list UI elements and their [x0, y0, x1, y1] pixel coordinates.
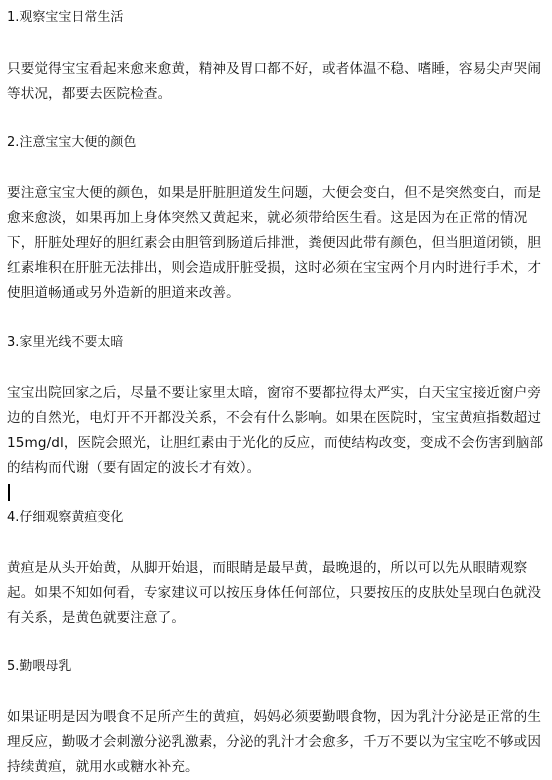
section-3-body: 宝宝出院回家之后，尽量不要让家里太暗，窗帘不要都拉得太严实，白天宝宝接近窗户旁边的自然光，电灯开不开都没关系，不会有什么影响。如果在医院时，宝宝黄疸指数超过 15mg/dl，医院会照光，让胆红素由于光化的反应，而使结构改变，变成不会伤害到脑部的结构而代谢（要有固定的波长才有效）。 — [7, 385, 544, 476]
section-1-heading: 1.观察宝宝日常生活 — [7, 10, 124, 25]
text-cursor — [8, 484, 10, 501]
section-2-body: 要注意宝宝大便的颜色，如果是肝脏胆道发生问题，大便会变白，但不是突然变白，而是愈来愈淡，如果再加上身体突然又黄起来，就必须带给医生看。这是因为在正常的情况下，肝脏处理好的胆红素会由胆管到肠道后排泄，粪便因此带有颜色，但当胆道闭锁，胆红素堆积在肝脏无法排出，则会造成肝脏受损，这时必须在宝宝两个月内时进行手术，才使胆道畅通或另外造新的胆道来改善。 — [7, 185, 542, 301]
section-4-heading: 4.仔细观察黄疸变化 — [7, 510, 124, 525]
section-4-body: 黄疸是从头开始黄，从脚开始退，而眼睛是最早黄，最晚退的，所以可以先从眼睛观察起。如果不知如何看，专家建议可以按压身体任何部位，只要按压的皮肤处呈现白色就没有关系，是黄色就要注意了。 — [7, 560, 542, 626]
section-5-body: 如果证明是因为喂食不足所产生的黄疸，妈妈必须要勤喂食物，因为乳汁分泌是正常的生理反应，勤吸才会刺激分泌乳激素，分泌的乳汁才会愈多，千万不要以为宝宝吃不够或因持续黄疸，就用水或糖水补充。 — [7, 709, 542, 775]
section-5-heading: 5.勤喂母乳 — [7, 659, 72, 674]
section-1-body: 只要觉得宝宝看起来愈来愈黄，精神及胃口都不好，或者体温不稳、嗜睡，容易尖声哭闹等状况，都要去医院检查。 — [7, 61, 542, 102]
section-3-heading: 3.家里光线不要太暗 — [7, 335, 124, 350]
section-2-heading: 2.注意宝宝大便的颜色 — [7, 135, 137, 150]
